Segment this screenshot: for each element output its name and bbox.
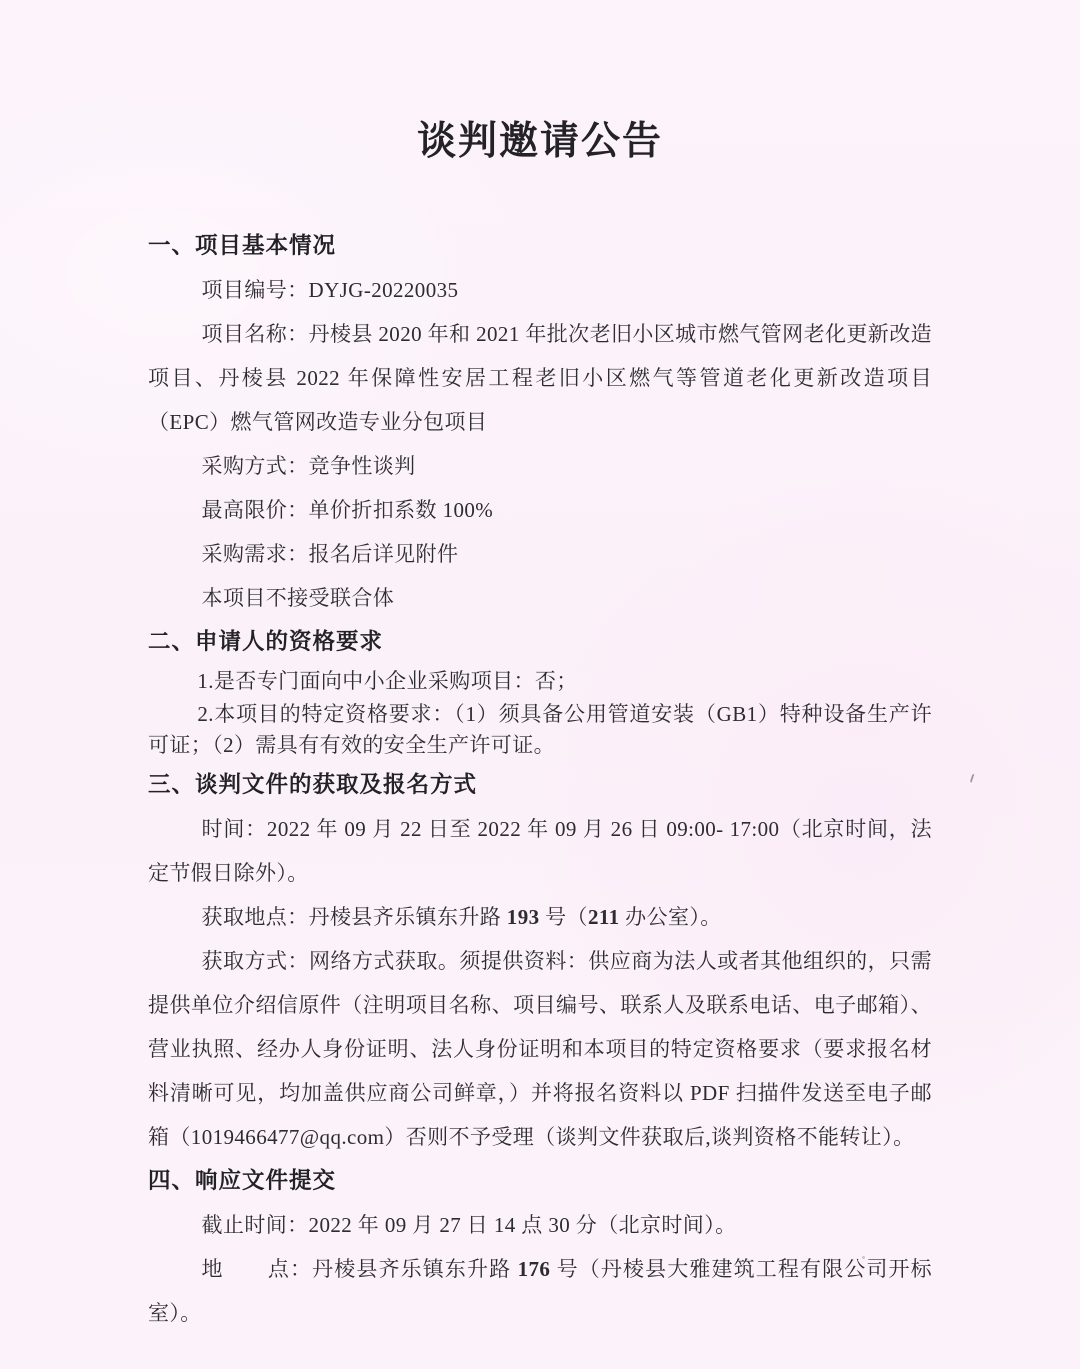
document-title: 谈判邀请公告 <box>416 120 663 163</box>
paragraph-submission-location: 地 点：丹棱县齐乐镇东升路 176 号（丹棱县大雅建筑工程有限公司开标室）。 <box>148 1257 933 1325</box>
paragraph-procurement-demand: 采购需求：报名后详见附件 <box>201 542 459 566</box>
section-heading-2: 二、申请人的资格要求 <box>148 629 384 654</box>
section-project-basic-info <box>148 224 932 620</box>
paragraph-sme-question: 1.是否专门面向中小企业采购项目：否； <box>197 669 578 693</box>
section-heading-3: 三、谈判文件的获取及报名方式 <box>148 772 478 797</box>
paragraph-max-price: 最高限价：单价折扣系数 100% <box>201 498 494 522</box>
section-response-submission <box>148 1159 932 1335</box>
scan-artifact <box>862 1256 865 1259</box>
section-heading-4: 四、响应文件提交 <box>148 1168 337 1193</box>
paragraph-acquisition-location: 获取地点：丹棱县齐乐镇东升路 193 号（211 办公室）。 <box>201 905 722 929</box>
section-applicant-qualifications <box>148 620 932 761</box>
paragraph-procurement-method: 采购方式：竞争性谈判 <box>201 454 416 478</box>
paragraph-no-consortium: 本项目不接受联合体 <box>201 586 395 610</box>
section-heading-1: 一、项目基本情况 <box>148 233 337 258</box>
paragraph-acquisition-time: 时间：2022 年 09 月 22 日至 2022 年 09 月 26 日 09:00- 17:00（北京时间，法定节假日除外）。 <box>148 817 932 885</box>
paragraph-specific-qualifications: 2.本项目的特定资格要求：（1）须具备公用管道安装（GB1）特种设备生产许可证；（2）需具有有效的安全生产许可证。 <box>148 702 932 757</box>
paragraph-acquisition-method: 获取方式：网络方式获取。须提供资料：供应商为法人或者其他组织的，只需提供单位介绍信原件（注明项目名称、项目编号、联系人及联系电话、电子邮箱）、营业执照、经办人身份证明、法人身份证明和本项目的特定资格要求（要求报名材料清晰可见，均加盖供应商公司鲜章，）并将报名资料以 PDF 扫描件发送至电子邮箱（1019466477@qq.com）否则不予受理（谈判文件获取后,谈判资格不能转让）。 <box>148 949 932 1149</box>
paragraph-project-number: 项目编号：DYJG-20220035 <box>201 278 459 302</box>
paragraph-deadline: 截止时间：2022 年 09 月 27 日 14 点 30 分（北京时间）。 <box>201 1213 737 1237</box>
paragraph-project-name: 项目名称：丹棱县 2020 年和 2021 年批次老旧小区城市燃气管网老化更新改造项目、丹棱县 2022 年保障性安居工程老旧小区燃气等管道老化更新改造项目（EPC）燃气管网改造专业分包项目 <box>148 322 932 434</box>
section-document-acquisition <box>148 763 932 1159</box>
scan-artifact <box>970 774 977 784</box>
